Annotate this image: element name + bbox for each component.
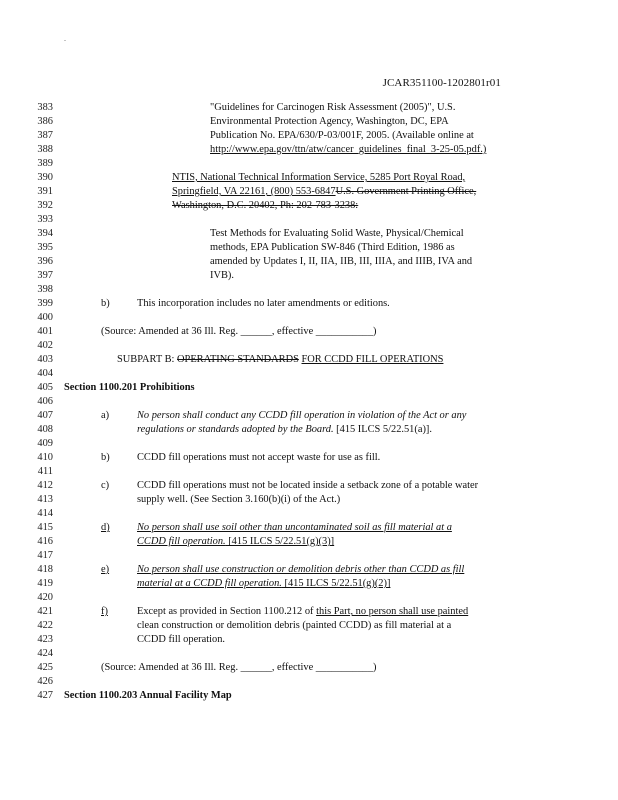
line-number: 413	[37, 494, 53, 505]
line-420	[0, 591, 618, 605]
line-383	[0, 101, 618, 115]
deleted-text: U.S. Government Printing Office,	[335, 186, 477, 197]
line-413	[0, 493, 618, 507]
body-text: CCDD fill operation.	[137, 634, 226, 645]
line-number: 419	[37, 578, 53, 589]
inserted-text: this Part, no person shall use painted	[316, 606, 469, 617]
line-number: 391	[37, 186, 53, 197]
line-number: 390	[37, 172, 53, 183]
line-number: 389	[37, 158, 53, 169]
line-number: 392	[37, 200, 53, 211]
line-411	[0, 465, 618, 479]
subsection-label: b)	[101, 452, 110, 463]
subsection-label: d)	[101, 522, 110, 533]
line-number: 414	[37, 508, 53, 519]
line-number: 403	[37, 354, 53, 365]
subsection-label: c)	[101, 480, 110, 491]
line-392	[0, 199, 618, 213]
subsection-label: f)	[101, 606, 108, 617]
statute-text: regulations or standards adopted by the Board.	[137, 424, 334, 435]
source-note: (Source: Amended at 36 Ill. Reg. ______, effective ___________)	[101, 662, 377, 673]
line-396	[0, 255, 618, 269]
inserted-statute-text: No person shall use soil other than uncontaminated soil as fill material at a	[137, 522, 452, 533]
line-408	[0, 423, 618, 437]
deleted-text: OPERATING STANDARDS	[177, 354, 299, 365]
reference-text: amended by Updates I, II, IIA, IIB, III, IIIA, and IIIB, IVA and	[210, 256, 473, 267]
line-number: 396	[37, 256, 53, 267]
body-text: This incorporation includes no later amendments or editions.	[137, 298, 390, 309]
line-402	[0, 339, 618, 353]
citation: [415 ILCS 5/22.51(g)(3)]	[225, 536, 335, 547]
citation: [415 ILCS 5/22.51(a)].	[333, 424, 432, 435]
line-423	[0, 633, 618, 647]
line-number: 422	[37, 620, 53, 631]
line-393	[0, 213, 618, 227]
line-number: 426	[37, 676, 53, 687]
reference-text: IVB).	[210, 270, 234, 281]
line-388	[0, 143, 618, 157]
line-412	[0, 479, 618, 493]
line-number: 424	[37, 648, 53, 659]
line-422	[0, 619, 618, 633]
inserted-statute-text: CCDD fill operation.	[137, 536, 226, 547]
line-number: 398	[37, 284, 53, 295]
inserted-text: NTIS, National Technical Information Service, 5285 Port Royal Road,	[172, 172, 466, 183]
line-406	[0, 395, 618, 409]
line-number: 412	[37, 480, 53, 491]
line-395	[0, 241, 618, 255]
subsection-label: b)	[101, 298, 110, 309]
line-419	[0, 577, 618, 591]
reference-url: http://www.epa.gov/ttn/atw/cancer_guidelines_final_3-25-05.pdf.)	[210, 144, 487, 155]
reg-blank: ______	[240, 662, 272, 673]
deleted-text: Washington, D.C. 20402, Ph: 202-783-3238:	[172, 200, 359, 211]
source-note: (Source: Amended at 36 Ill. Reg. ______, effective ___________)	[101, 326, 377, 337]
line-389	[0, 157, 618, 171]
line-number: 383	[37, 102, 53, 113]
line-390	[0, 171, 618, 185]
body-text: CCDD fill operations must not accept waste for use as fill.	[137, 452, 381, 463]
line-398	[0, 283, 618, 297]
line-number: 401	[37, 326, 53, 337]
line-number: 408	[37, 424, 53, 435]
line-397	[0, 269, 618, 283]
inserted-text: FOR CCDD FILL OPERATIONS	[301, 354, 444, 365]
reference-text: Environmental Protection Agency, Washington, DC, EPA	[210, 116, 449, 127]
line-409	[0, 437, 618, 451]
line-number: 410	[37, 452, 53, 463]
body-text: supply well. (See Section 3.160(b)(i) of the Act.)	[137, 494, 341, 505]
line-number: 399	[37, 298, 53, 309]
line-number: 409	[37, 438, 53, 449]
line-number: 427	[37, 690, 53, 701]
reference-text: Publication No. EPA/630/P-03/001F, 2005. (Available online at	[210, 130, 474, 141]
line-number: 402	[37, 340, 53, 351]
body-text: Except as provided in Section 1100.212 of	[137, 606, 317, 617]
line-number: 407	[37, 410, 53, 421]
statute-text: No person shall conduct any CCDD fill operation in violation of the Act or any	[137, 410, 467, 421]
body-text: CCDD fill operations must not be located inside a setback zone of a potable water	[137, 480, 479, 491]
line-417	[0, 549, 618, 563]
line-394	[0, 227, 618, 241]
line-418	[0, 563, 618, 577]
line-number: 417	[37, 550, 53, 561]
line-number: 395	[37, 242, 53, 253]
citation: [415 ILCS 5/22.51(g)(2)]	[281, 578, 391, 589]
reference-text: methods, EPA Publication SW-846 (Third Edition, 1986 as	[210, 242, 455, 253]
subsection-label: e)	[101, 564, 110, 575]
reg-blank: ______	[240, 326, 272, 337]
line-386	[0, 115, 618, 129]
line-391	[0, 185, 618, 199]
line-403	[0, 353, 618, 367]
line-407	[0, 409, 618, 423]
subpart-heading: SUBPART B: OPERATING STANDARDS FOR CCDD FILL OPERATIONS	[117, 354, 444, 365]
line-401	[0, 325, 618, 339]
line-number: 406	[37, 396, 53, 407]
subsection-label: a)	[101, 410, 110, 421]
line-400	[0, 311, 618, 325]
line-number: 404	[37, 368, 53, 379]
line-425	[0, 661, 618, 675]
line-415	[0, 521, 618, 535]
line-399	[0, 297, 618, 311]
line-427	[0, 689, 618, 703]
section-heading: Section 1100.203 Annual Facility Map	[64, 690, 232, 701]
line-410	[0, 451, 618, 465]
line-number: 387	[37, 130, 53, 141]
line-404	[0, 367, 618, 381]
line-number: 400	[37, 312, 53, 323]
inserted-statute-text: material at a CCDD fill operation.	[137, 578, 282, 589]
line-number: 418	[37, 564, 53, 575]
line-421	[0, 605, 618, 619]
line-number: 393	[37, 214, 53, 225]
line-number: 421	[37, 606, 53, 617]
line-number: 425	[37, 662, 53, 673]
line-number: 394	[37, 228, 53, 239]
line-424	[0, 647, 618, 661]
line-416	[0, 535, 618, 549]
line-number: 411	[37, 466, 53, 477]
line-number: 416	[37, 536, 53, 547]
line-number: 420	[37, 592, 53, 603]
line-number: 386	[37, 116, 53, 127]
date-blank: ___________	[315, 662, 373, 673]
line-426	[0, 675, 618, 689]
inserted-text: Springfield, VA 22161, (800) 553-6847	[172, 186, 336, 197]
section-heading: Section 1100.201 Prohibitions	[64, 382, 195, 393]
line-387	[0, 129, 618, 143]
page-speck: .	[64, 34, 66, 43]
date-blank: ___________	[315, 326, 373, 337]
document-id: JCAR351100-1202801r01	[382, 77, 501, 89]
inserted-statute-text: No person shall use construction or demolition debris other than CCDD as fill	[137, 564, 465, 575]
line-number: 397	[37, 270, 53, 281]
reference-text: "Guidelines for Carcinogen Risk Assessment (2005)", U.S.	[210, 102, 456, 113]
line-405	[0, 381, 618, 395]
line-number: 423	[37, 634, 53, 645]
line-number: 405	[37, 382, 53, 393]
line-number: 415	[37, 522, 53, 533]
reference-text: Test Methods for Evaluating Solid Waste, Physical/Chemical	[210, 228, 464, 239]
line-414	[0, 507, 618, 521]
body-text: clean construction or demolition debris (painted CCDD) as fill material at a	[137, 620, 452, 631]
line-number: 388	[37, 144, 53, 155]
